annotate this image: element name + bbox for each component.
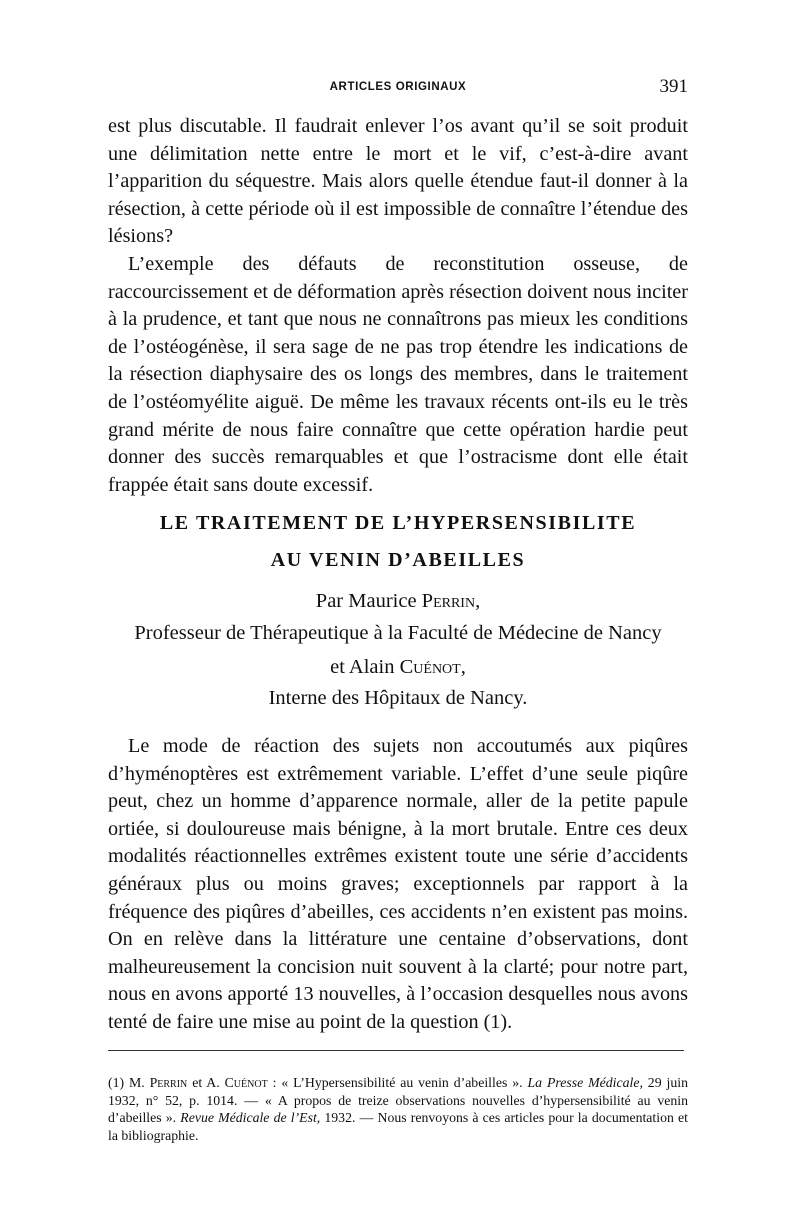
author-2 [108,656,688,679]
footnote-text-3: 1932. — Nous renvoyons à ces articles pour la documentation et la bibliographie. [108,1110,688,1143]
article-body [108,733,688,1037]
footnote-author-1: Perrin [149,1075,188,1090]
article-intro-paragraph: Le mode de réaction des sujets non accoutumés aux piqûres d’hyménoptères est extrêmement variable. L’effet d’une seule piqûre peut, chez un homme d’apparence normale, aller de la petite papule ortiée, si douloureuse mais bénigne, à la mort brutale. Entre ces deux modalités réactionnelles extrêmes existent toute une série d’accidents généraux plus ou moins graves; exceptionnels par rapport à la fréquence des piqûres d’abeilles, ces accidents n’en existent pas moins. On en relève dans la littérature une centaine d’observations, dont malheureusement la concision nuit souvent à la clarté; pour notre part, nous en avons apporté 13 nouvelles, à l’occasion desquelles nous avons tenté de faire une mise au point de la question (1). [108,735,688,1033]
footnote [108,1074,688,1144]
running-head-title: ARTICLES ORIGINAUX [329,81,467,93]
footnote-marker: (1) M. [108,1075,150,1090]
author-2-prefix: et Alain [330,656,400,678]
footnote-text-1: : « L’Hypersensibilité au venin d’abeilles ». [267,1075,528,1090]
author-1-prefix: Par Maurice [315,590,422,612]
previous-article-paragraph: L’exemple des défauts de reconstitution osseuse, de raccourcissement et de déformation après résection doivent nous inciter à la prudence, et tant que nous ne connaîtrons pas mieux les conditions de l’ostéogénèse, il sera sage de ne pas trop étendre les indications de la résection diaphysaire des os longs des membres, dans le traitement de l’ostéomyélite aiguë. De même les travaux récents ont-ils eu le très grand mérite de nous faire connaître que cette opération hardie peut donner des succès remarquables et que l’ostracisme dont elle était frappée était sans doute excessif. [108,252,688,496]
footnote-join: et A. [187,1075,225,1090]
author-1-surname: Perrin [421,590,476,612]
author-2-suffix: , [460,656,466,678]
running-head [108,76,688,100]
author-2-surname: Cuénot [399,656,461,678]
footnote-text-2: 29 juin 1932, n° 52, p. 1014. — « A propos de treize observations nouvelles d’hypersensibilité au venin d’abeilles ». [108,1075,688,1126]
page-number: 391 [659,76,688,97]
author-2-affiliation: Interne des Hôpitaux de Nancy. [268,687,528,709]
author-1-suffix: , [475,590,481,612]
previous-article-text [108,113,688,499]
footnote-author-2: Cuénot [224,1075,268,1090]
author-1-affiliation: Professeur de Thérapeutique à la Faculté de Médecine de Nancy [134,622,662,644]
footnote-rule [108,1050,684,1051]
footnote-journal-2: Revue Médicale de l’Est, [180,1110,321,1126]
article-title-line-2: AU VENIN D’ABEILLES [270,549,526,571]
previous-article-paragraph: est plus discutable. Il faudrait enlever l’os avant qu’il se soit produit une délimitation nette entre le mort et le vif, c’est-à-dire avant l’apparition du séquestre. Mais alors quelle étendue faut-il donner à la résection, à cette période où il est impossible de connaître l’étendue des lésions? [108,115,688,248]
author-1 [108,590,688,613]
article-title-line-1: LE TRAITEMENT DE L’HYPERSENSIBILITE [159,512,637,534]
footnote-journal-1: La Presse Médicale, [527,1075,643,1090]
